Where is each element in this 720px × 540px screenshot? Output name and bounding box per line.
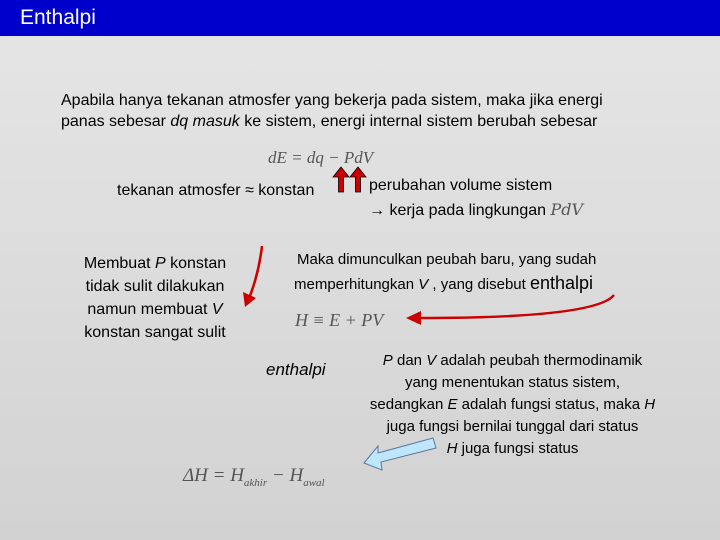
- red-up-arrow-volume: [350, 167, 366, 192]
- equation-enthalpy: H ≡ E + PV: [295, 310, 384, 330]
- red-up-arrow-pressure: [333, 167, 349, 192]
- blue-arrow-state-function: [364, 438, 436, 470]
- intro-line-2: panas sebesar dq masuk ke sistem, energi internal sistem berubah sebesar: [61, 113, 598, 130]
- equation-delta-h: $\Delta H = H_{akhir} - H_{awal}$: [183, 465, 325, 489]
- intro-line-1: Apabila hanya tekanan atmosfer yang bekerja pada sistem, maka jika energi: [61, 92, 603, 109]
- slide-title: Enthalpi: [20, 6, 96, 29]
- enthalpi-label: enthalpi: [266, 360, 326, 379]
- condition-volume-change: perubahan volume sistem: [369, 177, 553, 194]
- new-variable-line-1: Maka dimunculkan peubah baru, yang sudah: [297, 251, 597, 268]
- red-curved-arrow-enthalpy: [406, 295, 614, 325]
- condition-pressure-constant: tekanan atmosfer ≈ konstan: [117, 182, 315, 199]
- equation-de: dE = dq − PdV: [268, 148, 374, 167]
- condition-work-environment: → kerja pada lingkungan PdV: [369, 200, 584, 219]
- new-variable-line-2: memperhitungkan V , yang disebut enthalpi: [294, 273, 594, 293]
- note-state-function: P dan V adalah peubah thermodinamik yang menentukan status sistem, sedangkan E adalah fungsi status, maka H juga fungsi bernilai tunggal dari status H juga fungsi status: [369, 352, 656, 457]
- note-p-v-constant: Membuat P konstan tidak sulit dilakukan namun membuat V konstan sangat sulit: [83, 255, 227, 341]
- red-curved-arrow-pv-term: [243, 246, 262, 307]
